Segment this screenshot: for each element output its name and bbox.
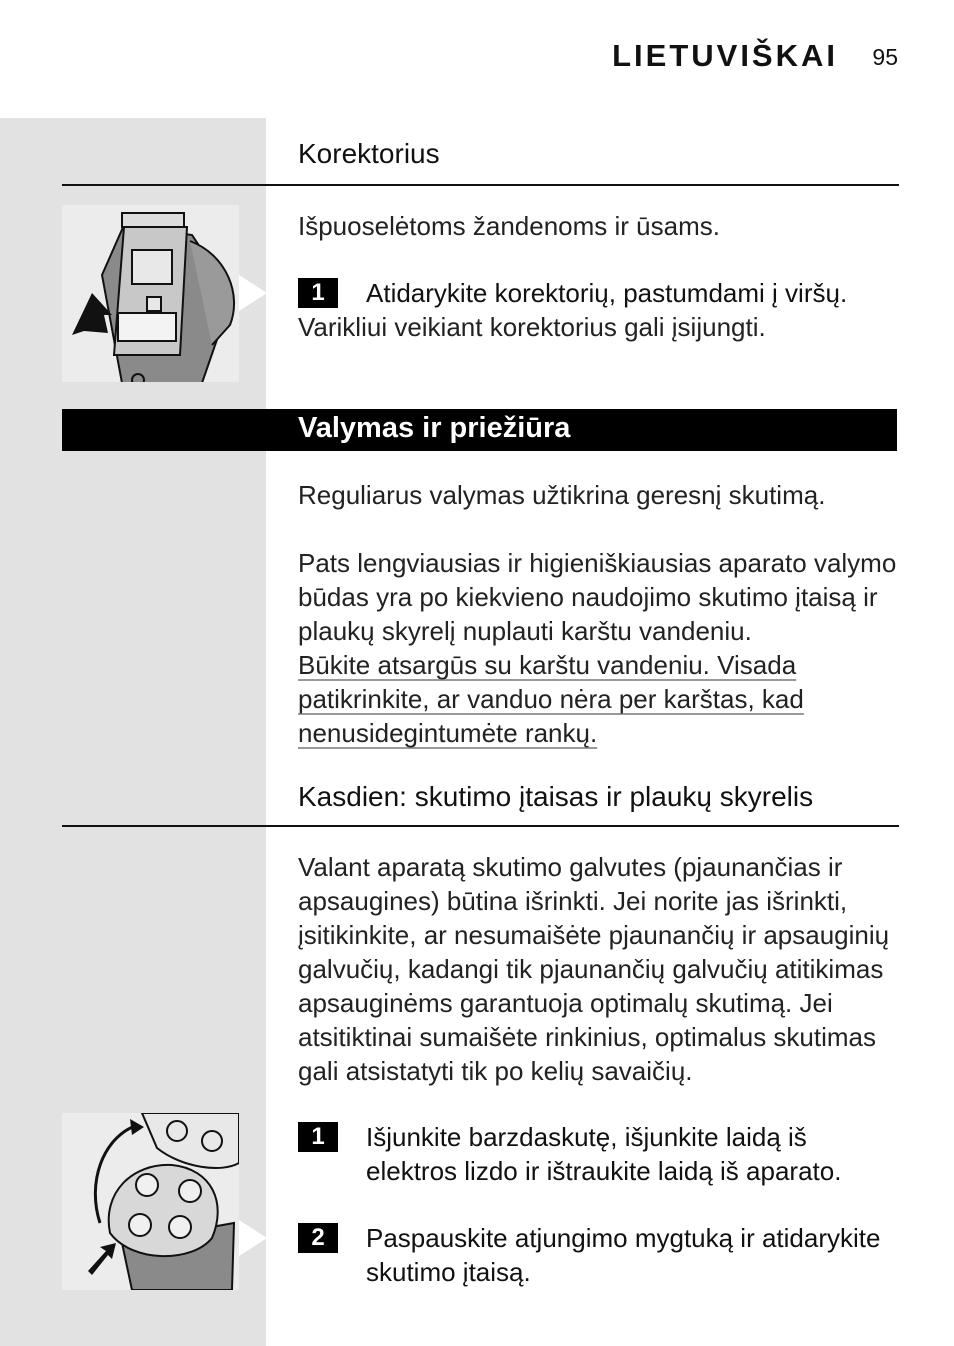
figure-pointer: [239, 1220, 267, 1256]
step-number: 2: [298, 1223, 338, 1253]
hot-water-warning: [298, 648, 904, 750]
step-text: Paspauskite atjungimo mygtuką ir atidarykite skutimo įtaisą.: [366, 1223, 881, 1287]
section-rule: [62, 184, 899, 186]
trimmer-figure: [62, 205, 239, 382]
section-title-korektorius: Korektorius: [298, 138, 440, 169]
section-banner: [62, 409, 897, 451]
step-text: Išjunkite barzdaskutę, išjunkite laidą iš elektros lizdo ir ištraukite laidą iš aparato.: [366, 1122, 842, 1186]
language-header: LIETUVIŠKAI: [612, 38, 838, 73]
figure-pointer: [239, 275, 267, 311]
warning-text: Būkite atsargūs su karštu vandeniu. Visada patikrinkite, ar vanduo nėra per karštas, kad nenusidegintumėte rankų.: [298, 650, 804, 748]
cleaning-intro: Reguliarus valymas užtikrina geresnį skutimą.: [298, 480, 826, 510]
page-number: 95: [872, 44, 898, 70]
section-title-daily: Kasdien: skutimo įtaisas ir plaukų skyrelis: [298, 781, 814, 812]
section-title-valymas: Valymas ir priežiūra: [298, 412, 571, 444]
trimmer-note: Varikliui veikiant korektorius gali įsijungti.: [298, 312, 766, 342]
trimmer-step-1: [298, 276, 904, 310]
daily-step-2: [298, 1221, 904, 1289]
shaver-head-open-illustration-icon: [62, 1113, 239, 1290]
step-text: Atidarykite korektorių, pastumdami į viršų.: [366, 278, 848, 308]
step-number: 1: [298, 1122, 338, 1152]
cleaning-paragraph: Pats lengviausias ir higieniškiausias aparato valymo būdas yra po kiekvieno naudojimo skutimo įtaisą ir plaukų skyrelį nuplauti karštu vandeniu.: [298, 548, 897, 646]
shaver-trimmer-illustration-icon: [62, 205, 239, 382]
daily-paragraph: Valant aparatą skutimo galvutes (pjaunančias ir apsaugines) būtina išrinkti. Jei norite jas išrinkti, įsitikinkite, ar nesumaišėte pjaunančių ir apsauginių galvučių, kadangi tik pjaunančių galvučių atitikimas apsauginėms garantuoja optimalų skutimą. Jei atsitiktinai sumaišėte rinkinius, optimalus skutimas gali atsistatyti tik po kelių savaičių.: [298, 852, 890, 1086]
trimmer-intro: Išpuoselėtoms žandenoms ir ūsams.: [298, 211, 720, 241]
step-number: 1: [298, 278, 338, 308]
daily-step-1: [298, 1120, 904, 1188]
head-figure: [62, 1113, 239, 1290]
section-rule: [62, 825, 899, 827]
